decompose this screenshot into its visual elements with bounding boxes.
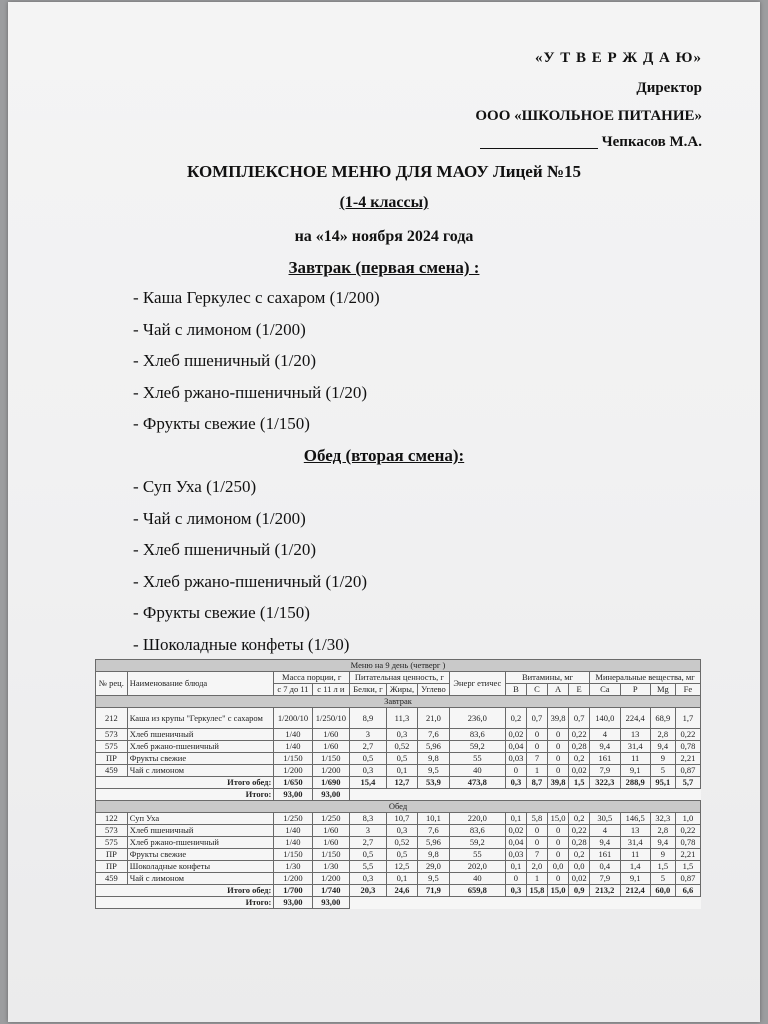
col-carb: Углево — [418, 684, 450, 696]
table-cell: 0,2 — [569, 849, 590, 861]
sum-label: Итого: — [96, 897, 274, 909]
col-protein: Белки, г — [350, 684, 387, 696]
table-cell: 0,04 — [505, 741, 526, 753]
table-cell: 0 — [526, 741, 547, 753]
table-cell: 0,52 — [386, 741, 417, 753]
table-cell: 0,1 — [386, 873, 417, 885]
table-cell: 0,03 — [505, 753, 526, 765]
approver-position: Директор — [636, 80, 702, 96]
table-cell: 59,2 — [449, 837, 505, 849]
lunch-list — [133, 477, 367, 666]
total-cell: 1/700 — [274, 885, 312, 897]
table-cell: 0 — [548, 753, 569, 765]
table-cell: 9,5 — [418, 873, 450, 885]
table-cell: 0 — [548, 765, 569, 777]
total-cell: 288,9 — [620, 777, 650, 789]
table-cell: 0,7 — [526, 708, 547, 729]
table-row — [96, 741, 701, 753]
sum-row — [96, 789, 701, 801]
table-row — [96, 861, 701, 873]
table-cell: 1/250 — [312, 813, 349, 825]
list-item: - Каша Геркулес с сахаром (1/200) — [133, 288, 380, 307]
table-cell: 12,5 — [386, 861, 417, 873]
total-cell: 212,4 — [620, 885, 650, 897]
col-va: A — [548, 684, 569, 696]
table-cell: 1/60 — [312, 741, 349, 753]
table-cell: 0 — [548, 849, 569, 861]
table-cell: 9,4 — [590, 837, 620, 849]
table-cell: 0,78 — [675, 837, 700, 849]
table-cell: 1/250/10 — [312, 708, 349, 729]
table-cell: 0,3 — [350, 873, 387, 885]
table-cell: 9,8 — [418, 753, 450, 765]
table-cell: 1,4 — [620, 861, 650, 873]
table-cell: 0,02 — [569, 765, 590, 777]
recipe-number: 459 — [96, 873, 128, 885]
empty-cell — [350, 789, 701, 801]
total-cell: 15,8 — [526, 885, 547, 897]
table-cell: 0,28 — [569, 837, 590, 849]
table-row — [96, 753, 701, 765]
table-cell: 0,22 — [569, 825, 590, 837]
dish-name: Шоколадные конфеты — [127, 861, 274, 873]
table-cell: 0,3 — [386, 825, 417, 837]
list-item: - Чай с лимоном (1/200) — [133, 508, 306, 528]
table-cell: 0,52 — [386, 837, 417, 849]
table-cell: 11 — [620, 849, 650, 861]
total-row — [96, 885, 701, 897]
table-cell: 0,1 — [386, 765, 417, 777]
table-cell: 161 — [590, 753, 620, 765]
table-cell: 5 — [650, 765, 675, 777]
table-cell: 2,0 — [526, 861, 547, 873]
total-cell: 322,3 — [590, 777, 620, 789]
approve-label: «У Т В Е Р Ж Д А Ю» — [534, 50, 702, 66]
col-ve: E — [569, 684, 590, 696]
recipe-number: 212 — [96, 708, 128, 729]
total-cell: 12,7 — [386, 777, 417, 789]
table-cell: 1/40 — [274, 825, 312, 837]
table-row — [96, 813, 701, 825]
col-ca: Ca — [590, 684, 620, 696]
dish-name: Чай с лимоном — [127, 765, 274, 777]
table-cell: 7,9 — [590, 765, 620, 777]
table-row — [96, 765, 701, 777]
section-title: Обед — [96, 801, 701, 813]
table-cell: 1 — [526, 765, 547, 777]
table-cell: 0,1 — [505, 813, 526, 825]
table-cell: 0,22 — [675, 825, 700, 837]
col-num: № рец. — [96, 672, 128, 696]
recipe-number: 122 — [96, 813, 128, 825]
table-cell: 0 — [526, 837, 547, 849]
table-cell: 0,02 — [505, 825, 526, 837]
total-cell: 473,8 — [449, 777, 505, 789]
menu-title: КОМПЛЕКСНОЕ МЕНЮ ДЛЯ МАОУ Лицей №15 — [187, 162, 581, 181]
menu-date: на «14» ноября 2024 года — [294, 228, 474, 245]
sum-cell: 93,00 — [274, 789, 312, 801]
col-mass-b: с 11 л и — [312, 684, 349, 696]
table-cell: 0 — [548, 729, 569, 741]
section-row — [96, 801, 701, 813]
table-cell: 0,3 — [350, 765, 387, 777]
table-cell: 7 — [526, 753, 547, 765]
table-cell: 1/250 — [274, 813, 312, 825]
table-cell: 224,4 — [620, 708, 650, 729]
col-vb: B — [505, 684, 526, 696]
list-item: - Хлеб пшеничный (1/20) — [133, 351, 317, 370]
list-item: - Хлеб ржано-пшеничный (1/20) — [133, 571, 368, 591]
table-cell: 55 — [449, 753, 505, 765]
total-cell: 60,0 — [650, 885, 675, 897]
table-cell: 9,1 — [620, 873, 650, 885]
list-item: - Фрукты свежие (1/150) — [133, 603, 310, 622]
col-energy: Энерг етичес — [449, 672, 505, 696]
table-cell: 1/60 — [312, 729, 349, 741]
table-cell: 31,4 — [620, 741, 650, 753]
table-cell: 9,4 — [650, 837, 675, 849]
table-cell: 1/40 — [274, 837, 312, 849]
table-cell: 9,4 — [590, 741, 620, 753]
table-cell: 10,1 — [418, 813, 450, 825]
breakfast-heading: Завтрак (первая смена) : — [288, 258, 480, 277]
table-cell: 0,5 — [386, 849, 417, 861]
table-cell: 0,22 — [569, 729, 590, 741]
table-cell: 7,6 — [418, 825, 450, 837]
table-cell: 83,6 — [449, 729, 505, 741]
total-cell: 1/690 — [312, 777, 349, 789]
table-cell: 9,5 — [418, 765, 450, 777]
col-fe: Fe — [675, 684, 700, 696]
table-cell: 0,2 — [569, 753, 590, 765]
table-row — [96, 729, 701, 741]
table-cell: 0,04 — [505, 837, 526, 849]
list-item: - Фрукты свежие (1/150) — [133, 414, 310, 433]
table-cell: 2,8 — [650, 825, 675, 837]
table-cell: 161 — [590, 849, 620, 861]
table-cell: 39,8 — [548, 708, 569, 729]
col-mg: Mg — [650, 684, 675, 696]
table-cell: 9,1 — [620, 765, 650, 777]
table-cell: 21,0 — [418, 708, 450, 729]
table-cell: 3 — [350, 729, 387, 741]
table-cell: 5,96 — [418, 837, 450, 849]
table-row — [96, 873, 701, 885]
nutrition-table — [95, 659, 701, 909]
total-cell: 24,6 — [386, 885, 417, 897]
col-minerals: Минеральные вещества, мг — [590, 672, 701, 684]
table-cell: 55 — [449, 849, 505, 861]
table-cell: 1,0 — [675, 813, 700, 825]
table-cell: 0 — [505, 873, 526, 885]
table-cell: 13 — [620, 825, 650, 837]
table-cell: 0,3 — [386, 729, 417, 741]
col-fat: Жиры, — [386, 684, 417, 696]
total-cell: 1/740 — [312, 885, 349, 897]
table-cell: 1/150 — [312, 849, 349, 861]
col-mass: Масса порции, г — [274, 672, 350, 684]
total-cell: 1/650 — [274, 777, 312, 789]
table-cell: 236,0 — [449, 708, 505, 729]
recipe-number: ПР — [96, 849, 128, 861]
signature-blank — [480, 134, 598, 149]
table-cell: 9,4 — [650, 741, 675, 753]
section-row — [96, 696, 701, 708]
dish-name: Фрукты свежие — [127, 849, 274, 861]
table-cell: 9,8 — [418, 849, 450, 861]
table-cell: 0,4 — [590, 861, 620, 873]
table-cell: 0,0 — [569, 861, 590, 873]
table-cell: 1/60 — [312, 825, 349, 837]
table-cell: 0,0 — [548, 861, 569, 873]
signatory-name: Чепкасов М.А. — [601, 134, 702, 150]
total-cell: 213,2 — [590, 885, 620, 897]
total-cell: 20,3 — [350, 885, 387, 897]
table-cell: 202,0 — [449, 861, 505, 873]
table-cell: 2,7 — [350, 837, 387, 849]
table-body — [96, 696, 701, 909]
table-cell: 1/150 — [312, 753, 349, 765]
table-cell: 0,02 — [569, 873, 590, 885]
table-cell: 0,1 — [505, 861, 526, 873]
lunch-heading: Обед (вторая смена): — [303, 446, 465, 465]
table-row — [96, 708, 701, 729]
table-cell: 30,5 — [590, 813, 620, 825]
table-cell: 11 — [620, 753, 650, 765]
total-cell: 5,7 — [675, 777, 700, 789]
table-cell: 7,6 — [418, 729, 450, 741]
table-cell: 2,21 — [675, 849, 700, 861]
sum-cell: 93,00 — [312, 897, 349, 909]
table-cell: 0,5 — [386, 753, 417, 765]
table-cell: 1,7 — [675, 708, 700, 729]
total-cell: 0,9 — [569, 885, 590, 897]
table-cell: 7 — [526, 849, 547, 861]
total-row — [96, 777, 701, 789]
table-cell: 140,0 — [590, 708, 620, 729]
table-cell: 1/200 — [312, 873, 349, 885]
table-cell: 5,8 — [526, 813, 547, 825]
table-cell: 1/30 — [274, 861, 312, 873]
table-cell: 31,4 — [620, 837, 650, 849]
total-cell: 95,1 — [650, 777, 675, 789]
dish-name: Хлеб пшеничный — [127, 729, 274, 741]
grades-label: (1-4 классы) — [339, 194, 429, 211]
table-cell: 0,87 — [675, 765, 700, 777]
table-cell: 0 — [548, 873, 569, 885]
total-cell: 6,6 — [675, 885, 700, 897]
section-title: Завтрак — [96, 696, 701, 708]
table-cell: 9 — [650, 849, 675, 861]
total-label: Итого обед: — [96, 885, 274, 897]
table-cell: 0 — [526, 729, 547, 741]
dish-name: Фрукты свежие — [127, 753, 274, 765]
dish-name: Суп Уха — [127, 813, 274, 825]
empty-cell — [350, 897, 701, 909]
table-cell: 15,0 — [548, 813, 569, 825]
table-cell: 0,2 — [569, 813, 590, 825]
list-item: - Суп Уха (1/250) — [133, 477, 257, 496]
recipe-number: 459 — [96, 765, 128, 777]
table-cell: 1/200 — [312, 765, 349, 777]
table-cell: 0,5 — [350, 849, 387, 861]
table-cell: 0 — [548, 741, 569, 753]
table-cell: 0,87 — [675, 873, 700, 885]
table-cell: 83,6 — [449, 825, 505, 837]
recipe-number: 573 — [96, 729, 128, 741]
table-caption: Меню на 9 день (четверг ) — [96, 660, 701, 672]
sum-label: Итого: — [96, 789, 274, 801]
table-cell: 4 — [590, 729, 620, 741]
table-cell: 0,28 — [569, 741, 590, 753]
table-cell: 0 — [505, 765, 526, 777]
table-cell: 5 — [650, 873, 675, 885]
table-cell: 220,0 — [449, 813, 505, 825]
table-cell: 68,9 — [650, 708, 675, 729]
col-vitamins: Витамины, мг — [505, 672, 589, 684]
list-item: - Хлеб пшеничный (1/20) — [133, 540, 317, 559]
table-cell: 9 — [650, 753, 675, 765]
table-cell: 1/60 — [312, 837, 349, 849]
table-cell: 1/30 — [312, 861, 349, 873]
total-label: Итого обед: — [96, 777, 274, 789]
table-cell: 59,2 — [449, 741, 505, 753]
table-row — [96, 849, 701, 861]
table-cell: 1 — [526, 873, 547, 885]
table-cell: 1/150 — [274, 849, 312, 861]
table-cell: 5,5 — [350, 861, 387, 873]
table-row — [96, 837, 701, 849]
table-cell: 3 — [350, 825, 387, 837]
total-cell: 39,8 — [548, 777, 569, 789]
recipe-number: 573 — [96, 825, 128, 837]
col-p: P — [620, 684, 650, 696]
table-cell: 40 — [449, 765, 505, 777]
recipe-number: 575 — [96, 741, 128, 753]
table-cell: 1/200/10 — [274, 708, 312, 729]
table-cell: 0 — [548, 837, 569, 849]
table-cell: 29,0 — [418, 861, 450, 873]
table-cell: 8,9 — [350, 708, 387, 729]
table-cell: 0,78 — [675, 741, 700, 753]
table-cell: 146,5 — [620, 813, 650, 825]
table-cell: 1/200 — [274, 765, 312, 777]
col-vc: C — [526, 684, 547, 696]
col-nutrition: Питательная ценность, г — [350, 672, 450, 684]
total-cell: 0,3 — [505, 777, 526, 789]
total-cell: 0,3 — [505, 885, 526, 897]
table-cell: 0,2 — [505, 708, 526, 729]
table-cell: 0,02 — [505, 729, 526, 741]
table-cell: 11,3 — [386, 708, 417, 729]
organization-name: ООО «ШКОЛЬНОЕ ПИТАНИЕ» — [475, 108, 702, 124]
table-cell: 1,5 — [650, 861, 675, 873]
col-mass-a: с 7 до 11 — [274, 684, 312, 696]
table-cell: 8,3 — [350, 813, 387, 825]
sum-cell: 93,00 — [312, 789, 349, 801]
dish-name: Каша из крупы "Геркулес" с сахаром — [127, 708, 274, 729]
dish-name: Хлеб ржано-пшеничный — [127, 741, 274, 753]
table-cell: 2,8 — [650, 729, 675, 741]
table-cell: 1/200 — [274, 873, 312, 885]
recipe-number: ПР — [96, 753, 128, 765]
total-cell: 53,9 — [418, 777, 450, 789]
table-cell: 0,7 — [569, 708, 590, 729]
table-cell: 2,21 — [675, 753, 700, 765]
table-cell: 4 — [590, 825, 620, 837]
total-cell: 8,7 — [526, 777, 547, 789]
table-cell: 32,3 — [650, 813, 675, 825]
table-cell: 1,5 — [675, 861, 700, 873]
col-name: Наименование блюда — [127, 672, 274, 696]
recipe-number: 575 — [96, 837, 128, 849]
table-cell: 7,9 — [590, 873, 620, 885]
table-cell: 13 — [620, 729, 650, 741]
signature-line — [362, 134, 702, 151]
list-item: - Чай с лимоном (1/200) — [133, 319, 306, 339]
table-cell: 40 — [449, 873, 505, 885]
list-item: - Шоколадные конфеты (1/30) — [133, 634, 350, 654]
list-item: - Хлеб ржано-пшеничный (1/20) — [133, 382, 368, 402]
table-cell: 0,5 — [350, 753, 387, 765]
table-cell: 2,7 — [350, 741, 387, 753]
table-cell: 0,03 — [505, 849, 526, 861]
total-cell: 1,5 — [569, 777, 590, 789]
breakfast-list — [133, 288, 380, 446]
table-cell: 0 — [526, 825, 547, 837]
dish-name: Хлеб пшеничный — [127, 825, 274, 837]
dish-name: Чай с лимоном — [127, 873, 274, 885]
table-cell: 0 — [548, 825, 569, 837]
table-cell: 5,96 — [418, 741, 450, 753]
total-cell: 15,4 — [350, 777, 387, 789]
table-cell: 10,7 — [386, 813, 417, 825]
table-cell: 1/150 — [274, 753, 312, 765]
table-row — [96, 825, 701, 837]
sum-cell: 93,00 — [274, 897, 312, 909]
table-cell: 0,22 — [675, 729, 700, 741]
dish-name: Хлеб ржано-пшеничный — [127, 837, 274, 849]
table-cell: 1/40 — [274, 729, 312, 741]
table-cell: 1/40 — [274, 741, 312, 753]
recipe-number: ПР — [96, 861, 128, 873]
total-cell: 659,8 — [449, 885, 505, 897]
sum-row — [96, 897, 701, 909]
total-cell: 15,0 — [548, 885, 569, 897]
total-cell: 71,9 — [418, 885, 450, 897]
